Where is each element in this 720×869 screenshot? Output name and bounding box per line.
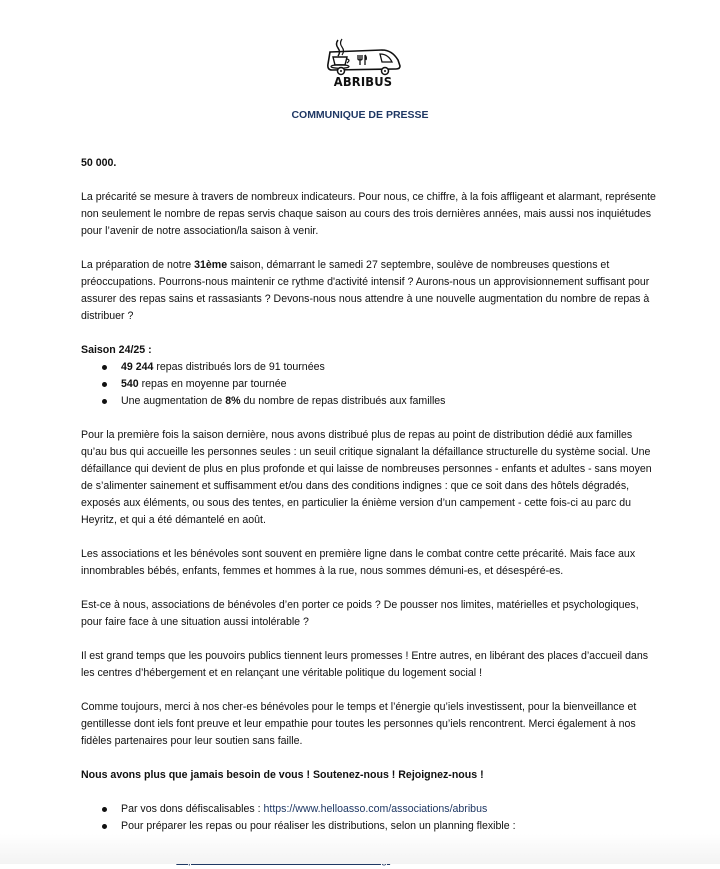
page-bottom-edge [0, 834, 720, 864]
logo-text: ABRIBUS [333, 74, 393, 89]
page-title: COMMUNIQUE DE PRESSE [291, 109, 429, 121]
season-stats-list [81, 359, 661, 410]
paragraph-thanks: Comme toujours, merci à nos cher-es bénévoles pour le temps et l’énergie qu’iels investissent, pour la bienveillance et gentillesse dont iels font preuve et leur empathie pour toutes les personnes qu’iels rencontrent. Merci également à nos fidèles partenaires pour leur soutien sans faille. [81, 701, 637, 747]
list-item: Une augmentation de 8% du nombre de repas distribués aux familles [81, 393, 661, 410]
season-number: 31ème [194, 259, 228, 271]
helloasso-link[interactable]: https://www.helloasso.com/associations/abribus [263, 803, 488, 815]
headline: 50 000. [81, 157, 117, 169]
list-item: Par vos dons défiscalisables : https://www.helloasso.com/associations/abribus [81, 801, 661, 818]
list-item: 540 repas en moyenne par tournée [81, 376, 661, 393]
season-label: Saison 24/25 : [81, 344, 152, 356]
list-item: 49 244 repas distribués lors de 91 tournées [81, 359, 661, 376]
call-to-action: Nous avons plus que jamais besoin de vous ! Soutenez-nous ! Rejoignez-nous ! [81, 769, 484, 781]
food-truck-icon [322, 38, 404, 76]
paragraph-intro: La précarité se mesure à travers de nombreux indicateurs. Pour nous, ce chiffre, à la fois affligeant et alarmant, représente non seulement le nombre de repas servis chaque saison au cours des trois dernières années, mais aussi nos inquiétudes pour l’avenir de notre association/la saison à venir. [81, 191, 656, 237]
paragraph-preparation: La préparation de notre 31ème saison, démarrant le samedi 27 septembre, soulève de nombreuses questions et préoccupations. Pourrons-nous maintenir ce rythme d'activité intensif ? Aurons-nous un approvisionnement suffisant pour assurer des repas sains et rassasiants ? Devons-nous nous attendre à une nouvelle augmentation du nombre de repas à distribuer ? [81, 259, 650, 322]
paragraph-families: Pour la première fois la saison dernière, nous avons distribué plus de repas au point de distribution dédié aux familles qu’au bus qui accueille les personnes seules : un seuil critique signalant la défaillance structurelle du système social. Une défaillance qui devient de plus en plus profonde et qui laisse de nombreuses personnes - enfants et adultes - sans moyen de s’alimenter sainement et suffisamment et/ou dans des conditions indignes : que ce soit dans des hôtels dégradés, exposés aux éléments, ou sous des tentes, en particulier la énième version d’un campement - cette fois-ci au parc du Heyritz, et qui a été démantelé en août. [81, 429, 652, 526]
paragraph-associations: Les associations et les bénévoles sont souvent en première ligne dans le combat contre cette précarité. Mais face aux innombrables bébés, enfants, femmes et hommes à la rue, nous sommes démuni-es, et désespéré-es. [81, 548, 636, 577]
paragraph-question: Est-ce à nous, associations de bénévoles d’en porter ce poids ? De pousser nos limites, matérielles et psychologiques, pour faire face à une situation aussi intolérable ? [81, 599, 639, 628]
document-body [81, 155, 661, 869]
paragraph-public-authorities: Il est grand temps que les pouvoirs publics tiennent leurs promesses ! Entre autres, en libérant des places d’accueil dans les centres d’hébergement et en relançant une véritable politique du logement social ! [81, 650, 649, 679]
list-item: Pour préparer les repas ou pour réaliser les distributions, selon un planning flexible : [81, 818, 661, 852]
